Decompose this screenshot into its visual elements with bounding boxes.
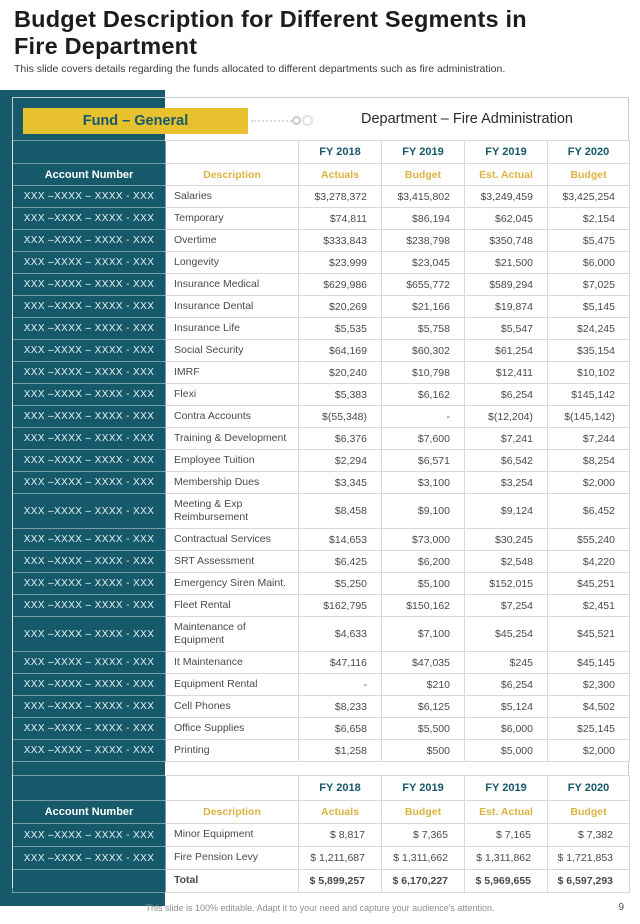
value-cell: $ 6,597,293 — [548, 870, 630, 893]
value-cell: $20,240 — [299, 362, 382, 384]
description-cell: IMRF — [166, 362, 299, 384]
description-cell: Contra Accounts — [166, 406, 299, 428]
value-cell: $24,245 — [548, 318, 630, 340]
value-cell: $7,254 — [465, 595, 548, 617]
value-cell: $3,345 — [299, 472, 382, 494]
description-header-spacer — [166, 141, 299, 164]
value-cell: $7,100 — [382, 617, 465, 652]
table-row — [13, 186, 630, 208]
footer-note: This slide is 100% editable. Adapt it to your need and capture your audience's attention. — [145, 903, 495, 913]
value-cell: $150,162 — [382, 595, 465, 617]
value-cell: $7,244 — [548, 428, 630, 450]
description-cell: Temporary — [166, 208, 299, 230]
value-cell: $21,166 — [382, 296, 465, 318]
description-cell: SRT Assessment — [166, 551, 299, 573]
account-number-cell: XXX –XXXX – XXXX - XXX — [13, 406, 166, 428]
value-cell: $6,000 — [465, 718, 548, 740]
description-cell: Office Supplies — [166, 718, 299, 740]
account-number-cell: XXX –XXXX – XXXX - XXX — [13, 340, 166, 362]
value-cell: $8,233 — [299, 696, 382, 718]
value-cell: $2,154 — [548, 208, 630, 230]
account-number-cell: XXX –XXXX – XXXX - XXX — [13, 494, 166, 529]
account-number-cell: XXX –XXXX – XXXX - XXX — [13, 847, 166, 870]
value-cell: $5,100 — [382, 573, 465, 595]
value-cell: $ 5,899,257 — [299, 870, 382, 893]
fy-2019-est-header: FY 2019 — [465, 141, 548, 164]
account-number-cell: XXX –XXXX – XXXX - XXX — [13, 208, 166, 230]
description-cell: Printing — [166, 740, 299, 762]
value-cell: $2,548 — [465, 551, 548, 573]
value-cell: $ 1,311,662 — [382, 847, 465, 870]
account-number-cell: XXX –XXXX – XXXX - XXX — [13, 740, 166, 762]
value-cell: $7,600 — [382, 428, 465, 450]
description-header-spacer — [166, 776, 299, 801]
value-cell: $6,200 — [382, 551, 465, 573]
budget-header: Budget — [382, 801, 465, 824]
budget-2020-header: Budget — [548, 801, 630, 824]
value-cell: $55,240 — [548, 529, 630, 551]
value-cell: $655,772 — [382, 274, 465, 296]
value-cell: $7,025 — [548, 274, 630, 296]
value-cell: $2,300 — [548, 674, 630, 696]
account-number-header: Account Number — [13, 164, 166, 186]
table-row — [13, 208, 630, 230]
description-header: Description — [166, 164, 299, 186]
value-cell: $ 1,311,862 — [465, 847, 548, 870]
measure-header-row — [13, 164, 630, 186]
value-cell: $589,294 — [465, 274, 548, 296]
value-cell: $30,245 — [465, 529, 548, 551]
table-row — [13, 384, 630, 406]
value-cell: $333,843 — [299, 230, 382, 252]
value-cell: $6,254 — [465, 674, 548, 696]
description-cell: Insurance Life — [166, 318, 299, 340]
est-actual-header: Est. Actual — [465, 801, 548, 824]
value-cell: $6,571 — [382, 450, 465, 472]
value-cell: $2,000 — [548, 740, 630, 762]
table-row — [13, 870, 630, 893]
value-cell: $3,415,802 — [382, 186, 465, 208]
budget-card — [0, 90, 640, 912]
value-cell: $4,633 — [299, 617, 382, 652]
table-row — [13, 652, 630, 674]
description-cell: Fleet Rental — [166, 595, 299, 617]
page-subtitle: This slide covers details regarding the funds allocated to different departments such as fire administration. — [14, 63, 506, 75]
account-number-cell: XXX –XXXX – XXXX - XXX — [13, 674, 166, 696]
account-number-cell: XXX –XXXX – XXXX - XXX — [13, 472, 166, 494]
value-cell: $ 6,170,227 — [382, 870, 465, 893]
account-number-cell: XXX –XXXX – XXXX - XXX — [13, 595, 166, 617]
value-cell: $45,251 — [548, 573, 630, 595]
value-cell: $23,045 — [382, 252, 465, 274]
account-number-cell: XXX –XXXX – XXXX - XXX — [13, 318, 166, 340]
account-number-cell: XXX –XXXX – XXXX - XXX — [13, 696, 166, 718]
description-cell: Minor Equipment — [166, 824, 299, 847]
description-cell: It Maintenance — [166, 652, 299, 674]
value-cell: $5,500 — [382, 718, 465, 740]
description-cell: Fire Pension Levy — [166, 847, 299, 870]
value-cell: $2,451 — [548, 595, 630, 617]
table-row — [13, 696, 630, 718]
table-row — [13, 296, 630, 318]
account-number-cell: XXX –XXXX – XXXX - XXX — [13, 617, 166, 652]
value-cell: $500 — [382, 740, 465, 762]
summary-budget-table — [12, 775, 630, 893]
description-cell: Total — [166, 870, 299, 893]
value-cell: $ 7,165 — [465, 824, 548, 847]
fy-2020-header: FY 2020 — [548, 776, 630, 801]
value-cell: $8,458 — [299, 494, 382, 529]
value-cell: $ 1,211,687 — [299, 847, 382, 870]
table-row — [13, 230, 630, 252]
description-cell: Longevity — [166, 252, 299, 274]
value-cell: $210 — [382, 674, 465, 696]
table-row — [13, 674, 630, 696]
description-cell: Salaries — [166, 186, 299, 208]
table-row — [13, 406, 630, 428]
description-cell: Social Security — [166, 340, 299, 362]
description-cell: Maintenance of Equipment — [166, 617, 299, 652]
fy-2019-header: FY 2019 — [382, 141, 465, 164]
value-cell: - — [299, 674, 382, 696]
value-cell: $5,758 — [382, 318, 465, 340]
value-cell: $86,194 — [382, 208, 465, 230]
table-row — [13, 824, 630, 847]
value-cell: $ 8,817 — [299, 824, 382, 847]
value-cell: $23,999 — [299, 252, 382, 274]
budget-header: Budget — [382, 164, 465, 186]
account-number-cell: XXX –XXXX – XXXX - XXX — [13, 652, 166, 674]
account-number-cell: XXX –XXXX – XXXX - XXX — [13, 428, 166, 450]
fy-2020-header: FY 2020 — [548, 141, 630, 164]
table-row — [13, 617, 630, 652]
value-cell: $ 5,969,655 — [465, 870, 548, 893]
value-cell: $14,653 — [299, 529, 382, 551]
account-number-cell: XXX –XXXX – XXXX - XXX — [13, 362, 166, 384]
table-row — [13, 529, 630, 551]
description-cell: Insurance Medical — [166, 274, 299, 296]
actuals-header: Actuals — [299, 801, 382, 824]
table-row — [13, 428, 630, 450]
description-cell: Training & Development — [166, 428, 299, 450]
page-title — [14, 6, 629, 61]
department-label: Department – Fire Administration — [361, 111, 573, 127]
value-cell: $145,142 — [548, 384, 630, 406]
account-number-cell: XXX –XXXX – XXXX - XXX — [13, 252, 166, 274]
value-cell: $5,547 — [465, 318, 548, 340]
table-row — [13, 252, 630, 274]
value-cell: $64,169 — [299, 340, 382, 362]
page-title-line-1: Budget Description for Different Segments in — [14, 6, 527, 32]
table-row — [13, 494, 630, 529]
table-row — [13, 718, 630, 740]
value-cell: $1,258 — [299, 740, 382, 762]
table-row — [13, 472, 630, 494]
account-number-header: Account Number — [13, 801, 166, 824]
value-cell: $ 7,365 — [382, 824, 465, 847]
account-number-cell: XXX –XXXX – XXXX - XXX — [13, 573, 166, 595]
value-cell: $5,475 — [548, 230, 630, 252]
fy-2019-est-header: FY 2019 — [465, 776, 548, 801]
value-cell: $10,798 — [382, 362, 465, 384]
value-cell: $10,102 — [548, 362, 630, 384]
value-cell: $74,811 — [299, 208, 382, 230]
description-cell: Membership Dues — [166, 472, 299, 494]
account-header-spacer — [13, 141, 166, 164]
value-cell: $7,241 — [465, 428, 548, 450]
table-row — [13, 740, 630, 762]
value-cell: $ 7,382 — [548, 824, 630, 847]
value-cell: $629,986 — [299, 274, 382, 296]
account-number-cell: XXX –XXXX – XXXX - XXX — [13, 529, 166, 551]
page-number: 9 — [618, 902, 624, 913]
account-number-cell: XXX –XXXX – XXXX - XXX — [13, 296, 166, 318]
account-number-cell: XXX –XXXX – XXXX - XXX — [13, 230, 166, 252]
account-number-cell — [13, 870, 166, 893]
value-cell: $4,502 — [548, 696, 630, 718]
table-row — [13, 573, 630, 595]
value-cell: $2,294 — [299, 450, 382, 472]
value-cell: $6,162 — [382, 384, 465, 406]
value-cell: $6,542 — [465, 450, 548, 472]
value-cell: $45,254 — [465, 617, 548, 652]
value-cell: $47,035 — [382, 652, 465, 674]
value-cell: $245 — [465, 652, 548, 674]
value-cell: $3,254 — [465, 472, 548, 494]
value-cell: $20,269 — [299, 296, 382, 318]
value-cell: $45,521 — [548, 617, 630, 652]
value-cell: - — [382, 406, 465, 428]
fund-label-badge: Fund – General — [23, 108, 248, 134]
est-actual-header: Est. Actual — [465, 164, 548, 186]
table-row — [13, 274, 630, 296]
table-row — [13, 318, 630, 340]
account-number-cell: XXX –XXXX – XXXX - XXX — [13, 450, 166, 472]
budget-2020-header: Budget — [548, 164, 630, 186]
fiscal-year-header-row — [13, 141, 630, 164]
value-cell: $5,250 — [299, 573, 382, 595]
value-cell: $25,145 — [548, 718, 630, 740]
value-cell: $350,748 — [465, 230, 548, 252]
value-cell: $162,795 — [299, 595, 382, 617]
value-cell: $5,145 — [548, 296, 630, 318]
main-budget-table — [12, 140, 630, 762]
account-header-spacer — [13, 776, 166, 801]
value-cell: $6,425 — [299, 551, 382, 573]
value-cell: $6,658 — [299, 718, 382, 740]
value-cell: $9,100 — [382, 494, 465, 529]
table-row — [13, 847, 630, 870]
value-cell: $6,254 — [465, 384, 548, 406]
summary-table-body — [13, 824, 630, 893]
description-cell: Equipment Rental — [166, 674, 299, 696]
fy-2019-header: FY 2019 — [382, 776, 465, 801]
description-cell: Contractual Services — [166, 529, 299, 551]
account-number-cell: XXX –XXXX – XXXX - XXX — [13, 551, 166, 573]
fy-2018-header: FY 2018 — [299, 776, 382, 801]
value-cell: $2,000 — [548, 472, 630, 494]
table-row — [13, 551, 630, 573]
value-cell: $5,000 — [465, 740, 548, 762]
account-number-cell: XXX –XXXX – XXXX - XXX — [13, 824, 166, 847]
value-cell: $6,000 — [548, 252, 630, 274]
value-cell: $8,254 — [548, 450, 630, 472]
description-cell: Flexi — [166, 384, 299, 406]
description-cell: Insurance Dental — [166, 296, 299, 318]
table-row — [13, 340, 630, 362]
value-cell: $47,116 — [299, 652, 382, 674]
description-cell: Overtime — [166, 230, 299, 252]
value-cell: $(12,204) — [465, 406, 548, 428]
account-number-cell: XXX –XXXX – XXXX - XXX — [13, 186, 166, 208]
value-cell: $152,015 — [465, 573, 548, 595]
value-cell: $21,500 — [465, 252, 548, 274]
value-cell: $9,124 — [465, 494, 548, 529]
value-cell: $6,125 — [382, 696, 465, 718]
page-title-line-2: Fire Department — [14, 33, 198, 60]
description-cell: Cell Phones — [166, 696, 299, 718]
value-cell: $(55,348) — [299, 406, 382, 428]
account-number-cell: XXX –XXXX – XXXX - XXX — [13, 274, 166, 296]
main-table-body — [13, 186, 630, 762]
connector-circle-large-icon — [302, 115, 313, 126]
value-cell: $3,425,254 — [548, 186, 630, 208]
value-cell: $5,535 — [299, 318, 382, 340]
table-row — [13, 450, 630, 472]
value-cell: $19,874 — [465, 296, 548, 318]
description-cell: Employee Tuition — [166, 450, 299, 472]
connector-circle-small-icon — [292, 116, 301, 125]
account-number-cell: XXX –XXXX – XXXX - XXX — [13, 718, 166, 740]
value-cell: $5,124 — [465, 696, 548, 718]
table-row — [13, 362, 630, 384]
description-cell: Emergency Siren Maint. — [166, 573, 299, 595]
value-cell: $3,249,459 — [465, 186, 548, 208]
value-cell: $5,383 — [299, 384, 382, 406]
value-cell: $238,798 — [382, 230, 465, 252]
description-cell: Meeting & Exp Reimbursement — [166, 494, 299, 529]
actuals-header: Actuals — [299, 164, 382, 186]
measure-header-row — [13, 801, 630, 824]
value-cell: $12,411 — [465, 362, 548, 384]
dotted-connector — [251, 120, 295, 122]
value-cell: $73,000 — [382, 529, 465, 551]
fy-2018-header: FY 2018 — [299, 141, 382, 164]
description-header: Description — [166, 801, 299, 824]
account-number-cell: XXX –XXXX – XXXX - XXX — [13, 384, 166, 406]
value-cell: $45,145 — [548, 652, 630, 674]
value-cell: $62,045 — [465, 208, 548, 230]
value-cell: $3,278,372 — [299, 186, 382, 208]
table-row — [13, 595, 630, 617]
value-cell: $(145,142) — [548, 406, 630, 428]
value-cell: $61,254 — [465, 340, 548, 362]
value-cell: $4,220 — [548, 551, 630, 573]
fiscal-year-header-row — [13, 776, 630, 801]
value-cell: $6,452 — [548, 494, 630, 529]
value-cell: $3,100 — [382, 472, 465, 494]
value-cell: $6,376 — [299, 428, 382, 450]
value-cell: $ 1,721,853 — [548, 847, 630, 870]
value-cell: $35,154 — [548, 340, 630, 362]
value-cell: $60,302 — [382, 340, 465, 362]
